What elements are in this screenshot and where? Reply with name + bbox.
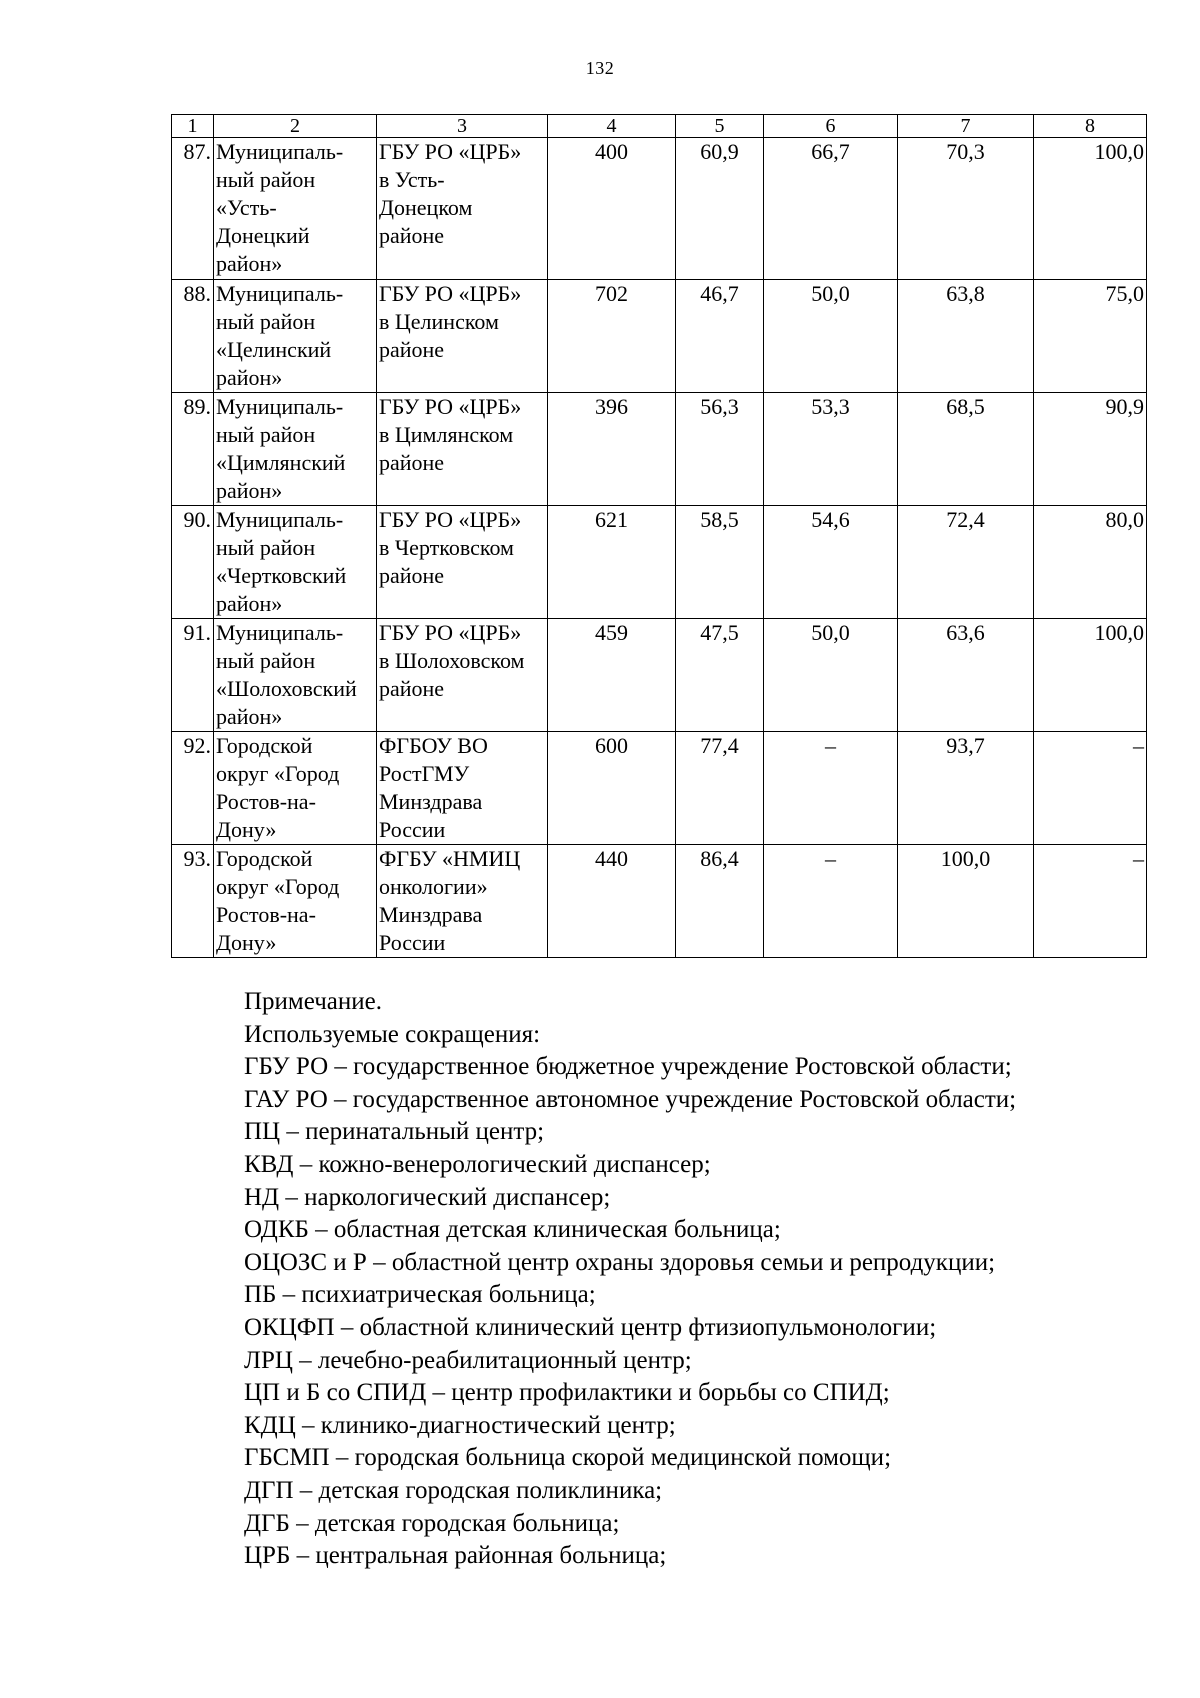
abbreviation-item: ДГП – детская городская поликлиника; bbox=[244, 1476, 663, 1504]
abbreviation-item: ГБСМП – городская больница скорой медицинской помощи; bbox=[244, 1444, 892, 1472]
value-cell: 100,0 bbox=[1034, 619, 1147, 732]
column-header: 2 bbox=[214, 115, 377, 138]
abbreviation-item: ЦП и Б со СПИД – центр профилактики и борьбы со СПИД; bbox=[244, 1379, 890, 1407]
value-cell: – bbox=[764, 845, 898, 958]
value-cell: 53,3 bbox=[764, 393, 898, 506]
table-header-row bbox=[172, 115, 1147, 138]
value-cell: 621 bbox=[548, 506, 676, 619]
abbreviation-item: ОЦОЗС и Р – областной центр охраны здоровья семьи и репродукции; bbox=[244, 1248, 996, 1276]
value-cell: 47,5 bbox=[676, 619, 764, 732]
column-header: 5 bbox=[676, 115, 764, 138]
district-cell: Городской округ «Город Ростов-на- Дону» bbox=[214, 732, 377, 845]
abbreviation-item: ПЦ – перинатальный центр; bbox=[244, 1118, 545, 1146]
value-cell: 46,7 bbox=[676, 280, 764, 393]
row-number: 92. bbox=[172, 732, 214, 845]
value-cell: 50,0 bbox=[764, 280, 898, 393]
value-cell: – bbox=[1034, 845, 1147, 958]
value-cell: 77,4 bbox=[676, 732, 764, 845]
abbreviation-item: ЦРБ – центральная районная больница; bbox=[244, 1542, 667, 1570]
page-number: 132 bbox=[585, 58, 615, 78]
abbreviation-item: ЛРЦ – лечебно-реабилитационный центр; bbox=[244, 1346, 692, 1374]
value-cell: 56,3 bbox=[676, 393, 764, 506]
row-number: 88. bbox=[172, 280, 214, 393]
value-cell: 70,3 bbox=[898, 138, 1034, 280]
notes-subtitle: Используемые сокращения: bbox=[244, 1020, 541, 1048]
value-cell: 100,0 bbox=[898, 845, 1034, 958]
institution-cell: ГБУ РО «ЦРБ» в Усть- Донецком районе bbox=[377, 138, 548, 280]
district-cell: Муниципаль- ный район «Цимлянский район» bbox=[214, 393, 377, 506]
value-cell: 68,5 bbox=[898, 393, 1034, 506]
value-cell: 66,7 bbox=[764, 138, 898, 280]
value-cell: 459 bbox=[548, 619, 676, 732]
institution-cell: ГБУ РО «ЦРБ» в Целинском районе bbox=[377, 280, 548, 393]
district-cell: Муниципаль- ный район «Целинский район» bbox=[214, 280, 377, 393]
abbreviation-item: КДЦ – клинико-диагностический центр; bbox=[244, 1411, 676, 1439]
district-cell: Городской округ «Город Ростов-на- Дону» bbox=[214, 845, 377, 958]
abbreviation-item: ДГБ – детская городская больница; bbox=[244, 1509, 620, 1537]
value-cell: 80,0 bbox=[1034, 506, 1147, 619]
row-number: 89. bbox=[172, 393, 214, 506]
district-cell: Муниципаль- ный район «Чертковский район» bbox=[214, 506, 377, 619]
value-cell: – bbox=[1034, 732, 1147, 845]
data-table bbox=[171, 114, 1147, 958]
abbreviation-item: ГБУ РО – государственное бюджетное учреждение Ростовской области; bbox=[244, 1053, 1012, 1081]
column-header: 7 bbox=[898, 115, 1034, 138]
value-cell: 400 bbox=[548, 138, 676, 280]
value-cell: 75,0 bbox=[1034, 280, 1147, 393]
abbreviation-item: КВД – кожно-венерологический диспансер; bbox=[244, 1150, 711, 1178]
institution-cell: ФГБУ «НМИЦ онкологии» Минздрава России bbox=[377, 845, 548, 958]
value-cell: 396 bbox=[548, 393, 676, 506]
value-cell: 100,0 bbox=[1034, 138, 1147, 280]
value-cell: 58,5 bbox=[676, 506, 764, 619]
row-number: 90. bbox=[172, 506, 214, 619]
value-cell: 72,4 bbox=[898, 506, 1034, 619]
value-cell: 60,9 bbox=[676, 138, 764, 280]
abbreviation-item: ОКЦФП – областной клинический центр фтизиопульмонологии; bbox=[244, 1313, 937, 1341]
notes-section bbox=[244, 986, 1164, 1573]
value-cell: 600 bbox=[548, 732, 676, 845]
abbreviation-item: ПБ – психиатрическая больница; bbox=[244, 1281, 596, 1309]
value-cell: – bbox=[764, 732, 898, 845]
value-cell: 63,8 bbox=[898, 280, 1034, 393]
value-cell: 86,4 bbox=[676, 845, 764, 958]
institution-cell: ФГБОУ ВО РостГМУ Минздрава России bbox=[377, 732, 548, 845]
value-cell: 90,9 bbox=[1034, 393, 1147, 506]
value-cell: 93,7 bbox=[898, 732, 1034, 845]
value-cell: 440 bbox=[548, 845, 676, 958]
value-cell: 702 bbox=[548, 280, 676, 393]
district-cell: Муниципаль- ный район «Шолоховский район» bbox=[214, 619, 377, 732]
abbreviation-item: НД – наркологический диспансер; bbox=[244, 1183, 611, 1211]
table-row bbox=[172, 732, 1147, 845]
column-header: 6 bbox=[764, 115, 898, 138]
column-header: 1 bbox=[172, 115, 214, 138]
institution-cell: ГБУ РО «ЦРБ» в Цимлянском районе bbox=[377, 393, 548, 506]
notes-title: Примечание. bbox=[244, 988, 383, 1015]
column-header: 8 bbox=[1034, 115, 1147, 138]
table-row bbox=[172, 845, 1147, 958]
table-row bbox=[172, 619, 1147, 732]
column-header: 3 bbox=[377, 115, 548, 138]
abbreviation-item: ОДКБ – областная детская клиническая больница; bbox=[244, 1216, 781, 1244]
abbreviation-item: ГАУ РО – государственное автономное учреждение Ростовской области; bbox=[244, 1085, 1017, 1113]
row-number: 87. bbox=[172, 138, 214, 280]
district-cell: Муниципаль- ный район «Усть- Донецкий район» bbox=[214, 138, 377, 280]
table-row bbox=[172, 138, 1147, 280]
value-cell: 50,0 bbox=[764, 619, 898, 732]
row-number: 91. bbox=[172, 619, 214, 732]
table-row bbox=[172, 280, 1147, 393]
institution-cell: ГБУ РО «ЦРБ» в Чертковском районе bbox=[377, 506, 548, 619]
column-header: 4 bbox=[548, 115, 676, 138]
institution-cell: ГБУ РО «ЦРБ» в Шолоховском районе bbox=[377, 619, 548, 732]
value-cell: 63,6 bbox=[898, 619, 1034, 732]
value-cell: 54,6 bbox=[764, 506, 898, 619]
table-row bbox=[172, 506, 1147, 619]
table-row bbox=[172, 393, 1147, 506]
row-number: 93. bbox=[172, 845, 214, 958]
